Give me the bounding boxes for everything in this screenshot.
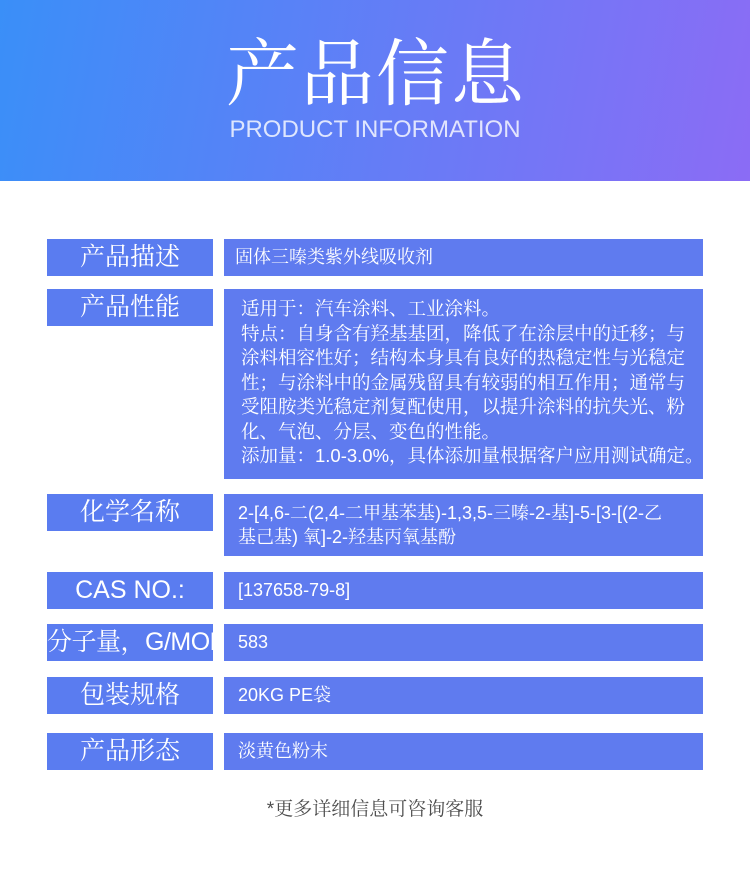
value-line: 基己基) 氧]-2-羟基丙氧基酚 <box>238 527 456 547</box>
value-line: 583 <box>238 632 269 652</box>
value-line: 特点：自身含有羟基基团，降低了在涂层中的迁移；与 <box>241 322 686 344</box>
row-label: 化学名称 <box>47 494 213 531</box>
value-line: 涂料相容性好；结构本身具有良好的热稳定性与光稳定 <box>241 347 686 368</box>
value-line: 受阻胺类光稳定剂复配使用，以提升涂料的抗失光、粉 <box>241 396 686 417</box>
value-line: 20KG PE袋 <box>238 685 332 705</box>
row-label: 分子量，G/MOL <box>47 624 213 661</box>
row-value <box>224 289 703 479</box>
value-line: 适用于：汽车涂料、工业涂料。 <box>241 298 501 319</box>
row-label: 产品描述 <box>47 239 213 276</box>
page-title: 产品信息 <box>226 34 526 115</box>
row-label: 产品性能 <box>47 289 213 326</box>
footer-note: *更多详细信息可咨询客服 <box>266 799 484 820</box>
row-label: 产品形态 <box>47 733 213 770</box>
value-line: 固体三嗪类紫外线吸收剂 <box>235 247 433 267</box>
value-line: 2-[4,6-二(2,4-二甲基苯基)-1,3,5-三嗪-2-基]-5-[3-[(2-乙 <box>238 503 663 523</box>
value-line: 性；与涂料中的金属残留具有较弱的相互作用；通常与 <box>241 371 686 393</box>
row-value <box>224 624 703 661</box>
value-line: 淡黄色粉末 <box>238 741 328 761</box>
row-value <box>224 677 703 714</box>
value-line: 添加量：1.0-3.0%，具体添加量根据客户应用测试确定。 <box>241 445 704 466</box>
row-value <box>224 494 703 556</box>
row-value <box>224 572 703 609</box>
row-label: 包装规格 <box>47 677 213 714</box>
page-subtitle: PRODUCT INFORMATION <box>229 116 521 143</box>
row-label: CAS NO.: <box>47 572 213 609</box>
header-banner <box>0 0 750 181</box>
value-line: [137658-79-8] <box>238 580 351 600</box>
row-value <box>224 239 703 276</box>
value-line: 化、气泡、分层、变色的性能。 <box>241 420 501 442</box>
row-value <box>224 733 703 770</box>
